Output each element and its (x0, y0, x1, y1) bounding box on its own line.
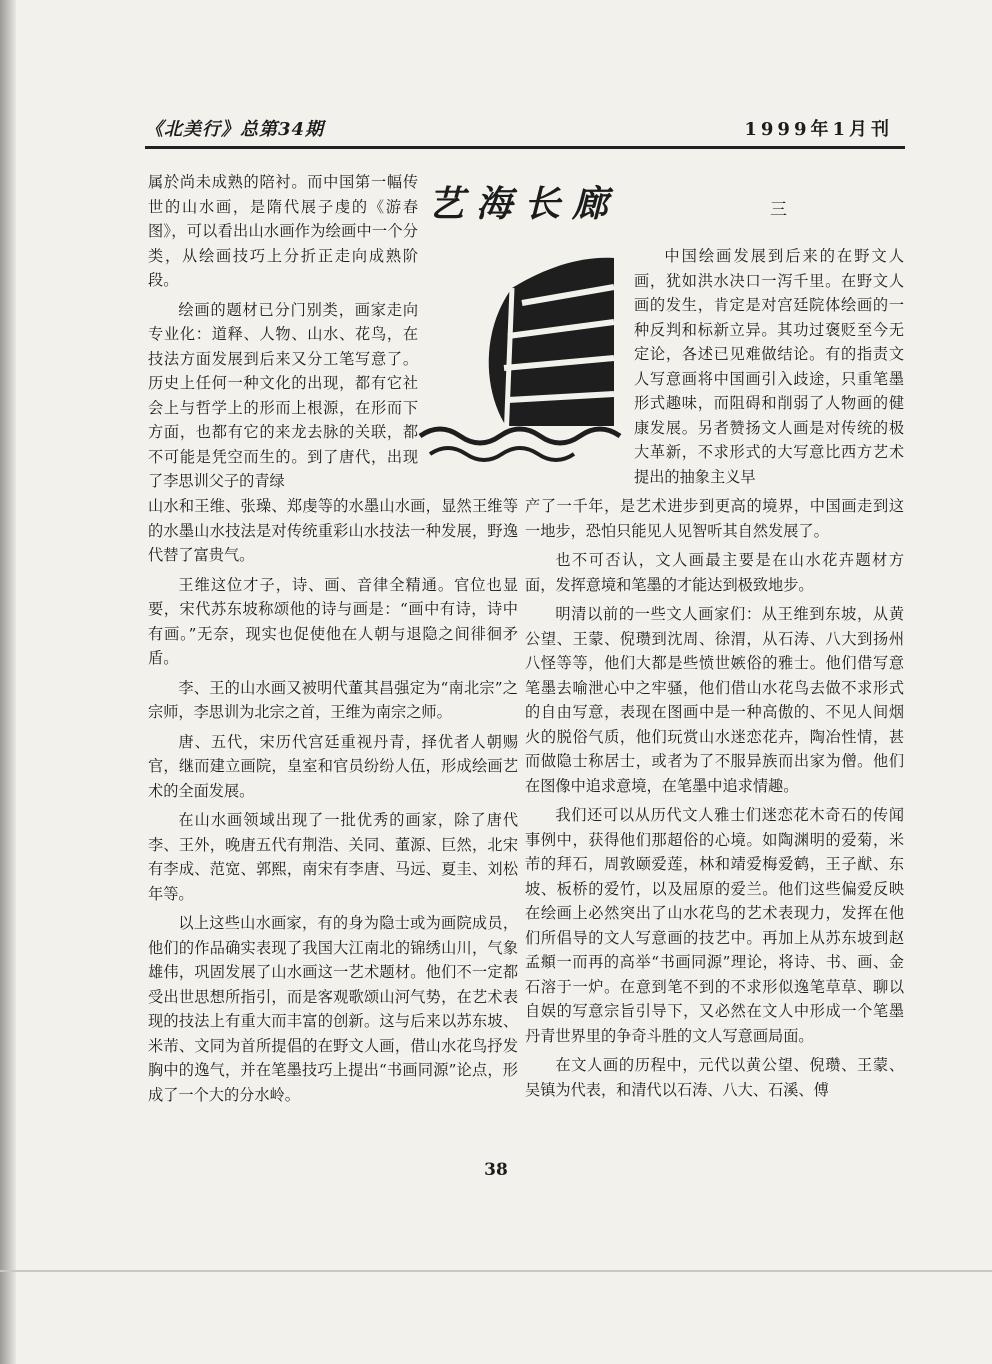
paragraph: 王维这位才子，诗、画、音律全精通。官位也显要，宋代苏东坡称颂他的诗与画是：“画中有诗，诗中有画。”无奈，现实也促使他在人朝与退隐之间徘徊矛盾。 (148, 575, 518, 667)
paragraph: 在山水画领域出现了一批优秀的画家，除了唐代李、王外，晚唐五代有荆浩、关同、董源、巨然，北宋有李成、范宽、郭熙，南宋有李唐、马远、夏圭、刘松年等。 (148, 811, 518, 903)
paragraph: 李、王的山水画又被明代董其昌强定为“南北宗”之宗师，李思训为北宗之首，王维为南宗之师。 (148, 678, 518, 721)
paragraph: 产了一千年，是艺术进步到更高的境界，中国画走到这一地步，恐怕只能见人见智听其自然发展了。 (525, 497, 904, 540)
header-rule (145, 146, 905, 149)
scan-edge-line (0, 1270, 992, 1272)
right-column-lower (525, 494, 904, 1107)
paragraph: 我们还可以从历代文人雅士们迷恋花木奇石的传闻事例中，获得他们那超俗的心境。如陶渊明的爱菊，米芾的拜石，周敦颐爱莲，林和靖爱梅爱鹤，王子猷、东坡、板桥的爱竹，以及屈原的爱兰。他们这些偏爱反映在绘画上必然突出了山水花鸟的艺术表现力，发挥在他们所倡导的文人写意画的技艺中。再加上从苏东坡到赵孟頫一而再的高举“书画同源”理论，将诗、书、画、金石溶于一炉。在意到笔不到的不求形似逸笔草草、聊以自娱的写意宗旨引导下，又必然在文人中形成一个笔墨丹青世界里的争奇斗胜的文人写意画局面。 (525, 806, 904, 1045)
paragraph: 在文人画的历程中，元代以黄公望、倪瓒、王蒙、吴镇为代表，和清代以石涛、八大、石溪、傅 (525, 1056, 904, 1099)
issue-date: 1999年1月刊 (744, 119, 893, 140)
left-column-lower (148, 494, 518, 1112)
paragraph: 唐、五代，宋历代宫廷重视丹青，择优者人朝赐官，继而建立画院，皇室和官员纷纷人伍，形成绘画艺术的全面发展。 (148, 732, 518, 800)
right-column-upper (634, 244, 904, 494)
paragraph: 属於尚未成熟的陪衬。而中国第一幅传世的山水画，是隋代展子虔的《游春图》，可以看出山水画作为绘画中一个分类，从绘画技巧上分折正走向成熟阶段。 (148, 173, 418, 289)
magazine-issue: 《北美行》总第34期 (145, 119, 325, 140)
paragraph: 山水和王维、张璪、郑虔等的水墨山水画，显然王维等的水墨山水技法是对传统重彩山水技法一种发展，野逸代替了富贵气。 (148, 497, 518, 564)
running-header (145, 115, 905, 141)
article-title: 艺海长廊 (428, 183, 621, 225)
paragraph: 绘画的题材已分门别类，画家走向专业化：道释、人物、山水、花鸟，在技法方面发展到后来又分工笔写意了。历史上任何一种文化的出现，都有它社会上与哲学上的形而上根源，在形而下方面，也都有它的来龙去脉的关联，都不可能是凭空而生的。到了唐代，出现了李思训父子的青绿 (148, 300, 418, 490)
article-part-number: 三 (770, 200, 787, 220)
paragraph: 中国绘画发展到后来的在野文人画，犹如洪水决口一泻千里。在野文人画的发生，肯定是对宫廷院体绘画的一种反判和标新立异。其功过褒贬至今无定论，各述已见难做结论。有的指责文人写意画将中国画引入歧途，只重笔墨形式趣味，而阻碍和削弱了人物画的健康发展。另者赞扬文人画是对传统的极大革新，不求形式的大写意比西方艺术提出的抽象主义早 (634, 247, 904, 486)
paragraph: 以上这些山水画家，有的身为隐士或为画院成员，他们的作品确实表现了我国大江南北的锦绣山川，气象雄伟，巩固发展了山水画这一艺术题材。他们不一定都受出世思想所指引，而是客观歌颂山河气势，在艺术表现的技法上有重大而丰富的创新。这与后来以苏东坡、米芾、文同为首所提倡的在野文人画，借山水花鸟抒发胸中的逸气，并在笔墨技巧上提出“书画同源”论点，形成了一个大的分水岭。 (148, 914, 518, 1104)
sailboat-icon (418, 240, 633, 469)
left-column-upper (148, 170, 418, 499)
paragraph: 明清以前的一些文人画家们：从王维到东坡，从黄公望、王蒙、倪瓒到沈周、徐渭，从石涛、八大到扬州八怪等等，他们大都是些愤世嫉俗的雅士。他们借写意笔墨去喻泄心中之牢骚，他们借山水花鸟去做不求形式的自由写意，表现在图画中是一种高傲的、不见人间烟火的脱俗气质，他们玩赏山水迷恋花卉，陶冶性情，甚而做隐士称居士，或者为了不服异族而出家为僧。他们在图像中追求意境，在笔墨中追求情趣。 (525, 605, 904, 795)
paragraph: 也不可否认，文人画最主要是在山水花卉题材方面，发挥意境和笔墨的才能达到极致地步。 (525, 551, 904, 594)
page-number: 38 (484, 1160, 508, 1180)
